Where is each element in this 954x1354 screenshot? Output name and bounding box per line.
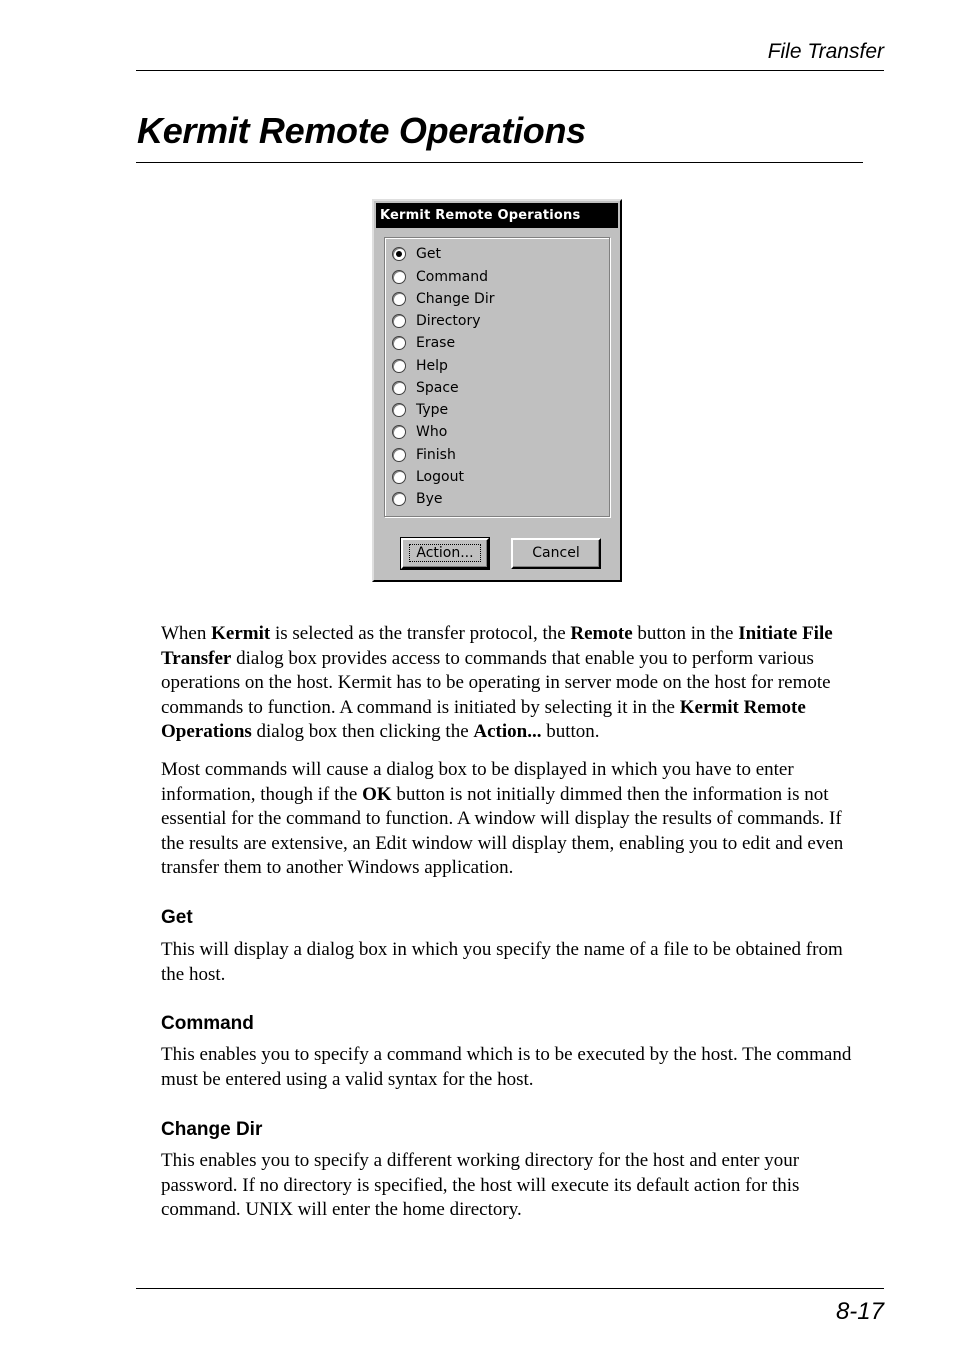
action-button[interactable] (401, 538, 489, 569)
radio-button[interactable] (392, 381, 406, 395)
radio-label: Help (416, 358, 448, 374)
radio-label: Finish (416, 447, 456, 463)
radio-label: Get (416, 246, 441, 262)
radio-button[interactable] (392, 403, 406, 417)
page-number: 8-17 (835, 1298, 884, 1325)
radio-button[interactable] (392, 448, 406, 462)
radio-label: Space (416, 380, 459, 396)
radio-erase[interactable] (392, 333, 455, 353)
radio-label: Directory (416, 313, 481, 329)
dialog-title: Kermit Remote Operations (376, 203, 618, 228)
intro-paragraph: When Kermit is selected as the transfer protocol, the Remote button in the Initiate File Transfer dialog box provides access to commands that enable you to perform various operations on the host. Kermit has to be operating in server mode on the host for remote commands to function. A command is initiated by selecting it in the Kermit Remote Operations dialog box then clicking the Action... button. (161, 623, 833, 742)
running-header: File Transfer (767, 40, 884, 63)
radio-label: Logout (416, 469, 464, 485)
section-text-get: This will display a dialog box in which you specify the name of a file to be obtained from the host. (161, 939, 843, 985)
radio-button[interactable] (392, 336, 406, 350)
radio-button[interactable] (392, 425, 406, 439)
radio-logout[interactable] (392, 467, 464, 487)
radio-label: Type (416, 402, 449, 418)
radio-bye[interactable] (392, 489, 443, 509)
section-text-command: This enables you to specify a command which is to be executed by the host. The command must be entered using a valid syntax for the host. (161, 1044, 852, 1090)
radio-label: Who (416, 424, 448, 440)
cancel-button-label: Cancel (532, 545, 580, 561)
page-heading: Kermit Remote Operations (137, 110, 586, 151)
commands-paragraph: Most commands will cause a dialog box to be displayed in which you have to enter information, though if the OK button is not initially dimmed then the information is not essential for the command to function. A window will display the results of commands. If the results are extensive, an Edit window will display them, enabling you to edit and even transfer them to another Windows application. (161, 759, 844, 878)
radio-change-dir[interactable] (392, 289, 494, 309)
kermit-remote-operations-dialog (372, 199, 622, 582)
radio-button[interactable] (392, 492, 406, 506)
radio-type[interactable] (392, 400, 448, 420)
header-rule (136, 70, 884, 71)
footer-rule (136, 1288, 884, 1289)
radio-label: Erase (416, 335, 456, 351)
radio-get[interactable] (392, 244, 441, 264)
radio-label: Command (416, 269, 488, 285)
radio-who[interactable] (392, 422, 447, 442)
radio-directory[interactable] (392, 311, 481, 331)
action-button-label: Action... (409, 544, 480, 562)
radio-button[interactable] (392, 314, 406, 328)
section-heading-get: Get (161, 907, 193, 928)
radio-button[interactable] (392, 359, 406, 373)
radio-button[interactable] (392, 470, 406, 484)
radio-button[interactable] (392, 270, 406, 284)
radio-button[interactable] (392, 292, 406, 306)
cancel-button[interactable] (511, 538, 601, 569)
section-heading-command: Command (161, 1013, 254, 1034)
radio-label: Bye (416, 491, 443, 507)
radio-finish[interactable] (392, 445, 456, 465)
section-text-change-dir: This enables you to specify a different working directory for the host and enter your password. If no directory is specified, the host will execute its default action for this command. UNIX will enter the home directory. (161, 1150, 800, 1220)
radio-command[interactable] (392, 267, 488, 287)
radio-space[interactable] (392, 378, 459, 398)
radio-help[interactable] (392, 356, 448, 376)
heading-rule (136, 162, 863, 163)
section-heading-change-dir: Change Dir (161, 1119, 263, 1140)
radio-label: Change Dir (416, 291, 495, 307)
radio-button-selected[interactable] (392, 247, 406, 261)
